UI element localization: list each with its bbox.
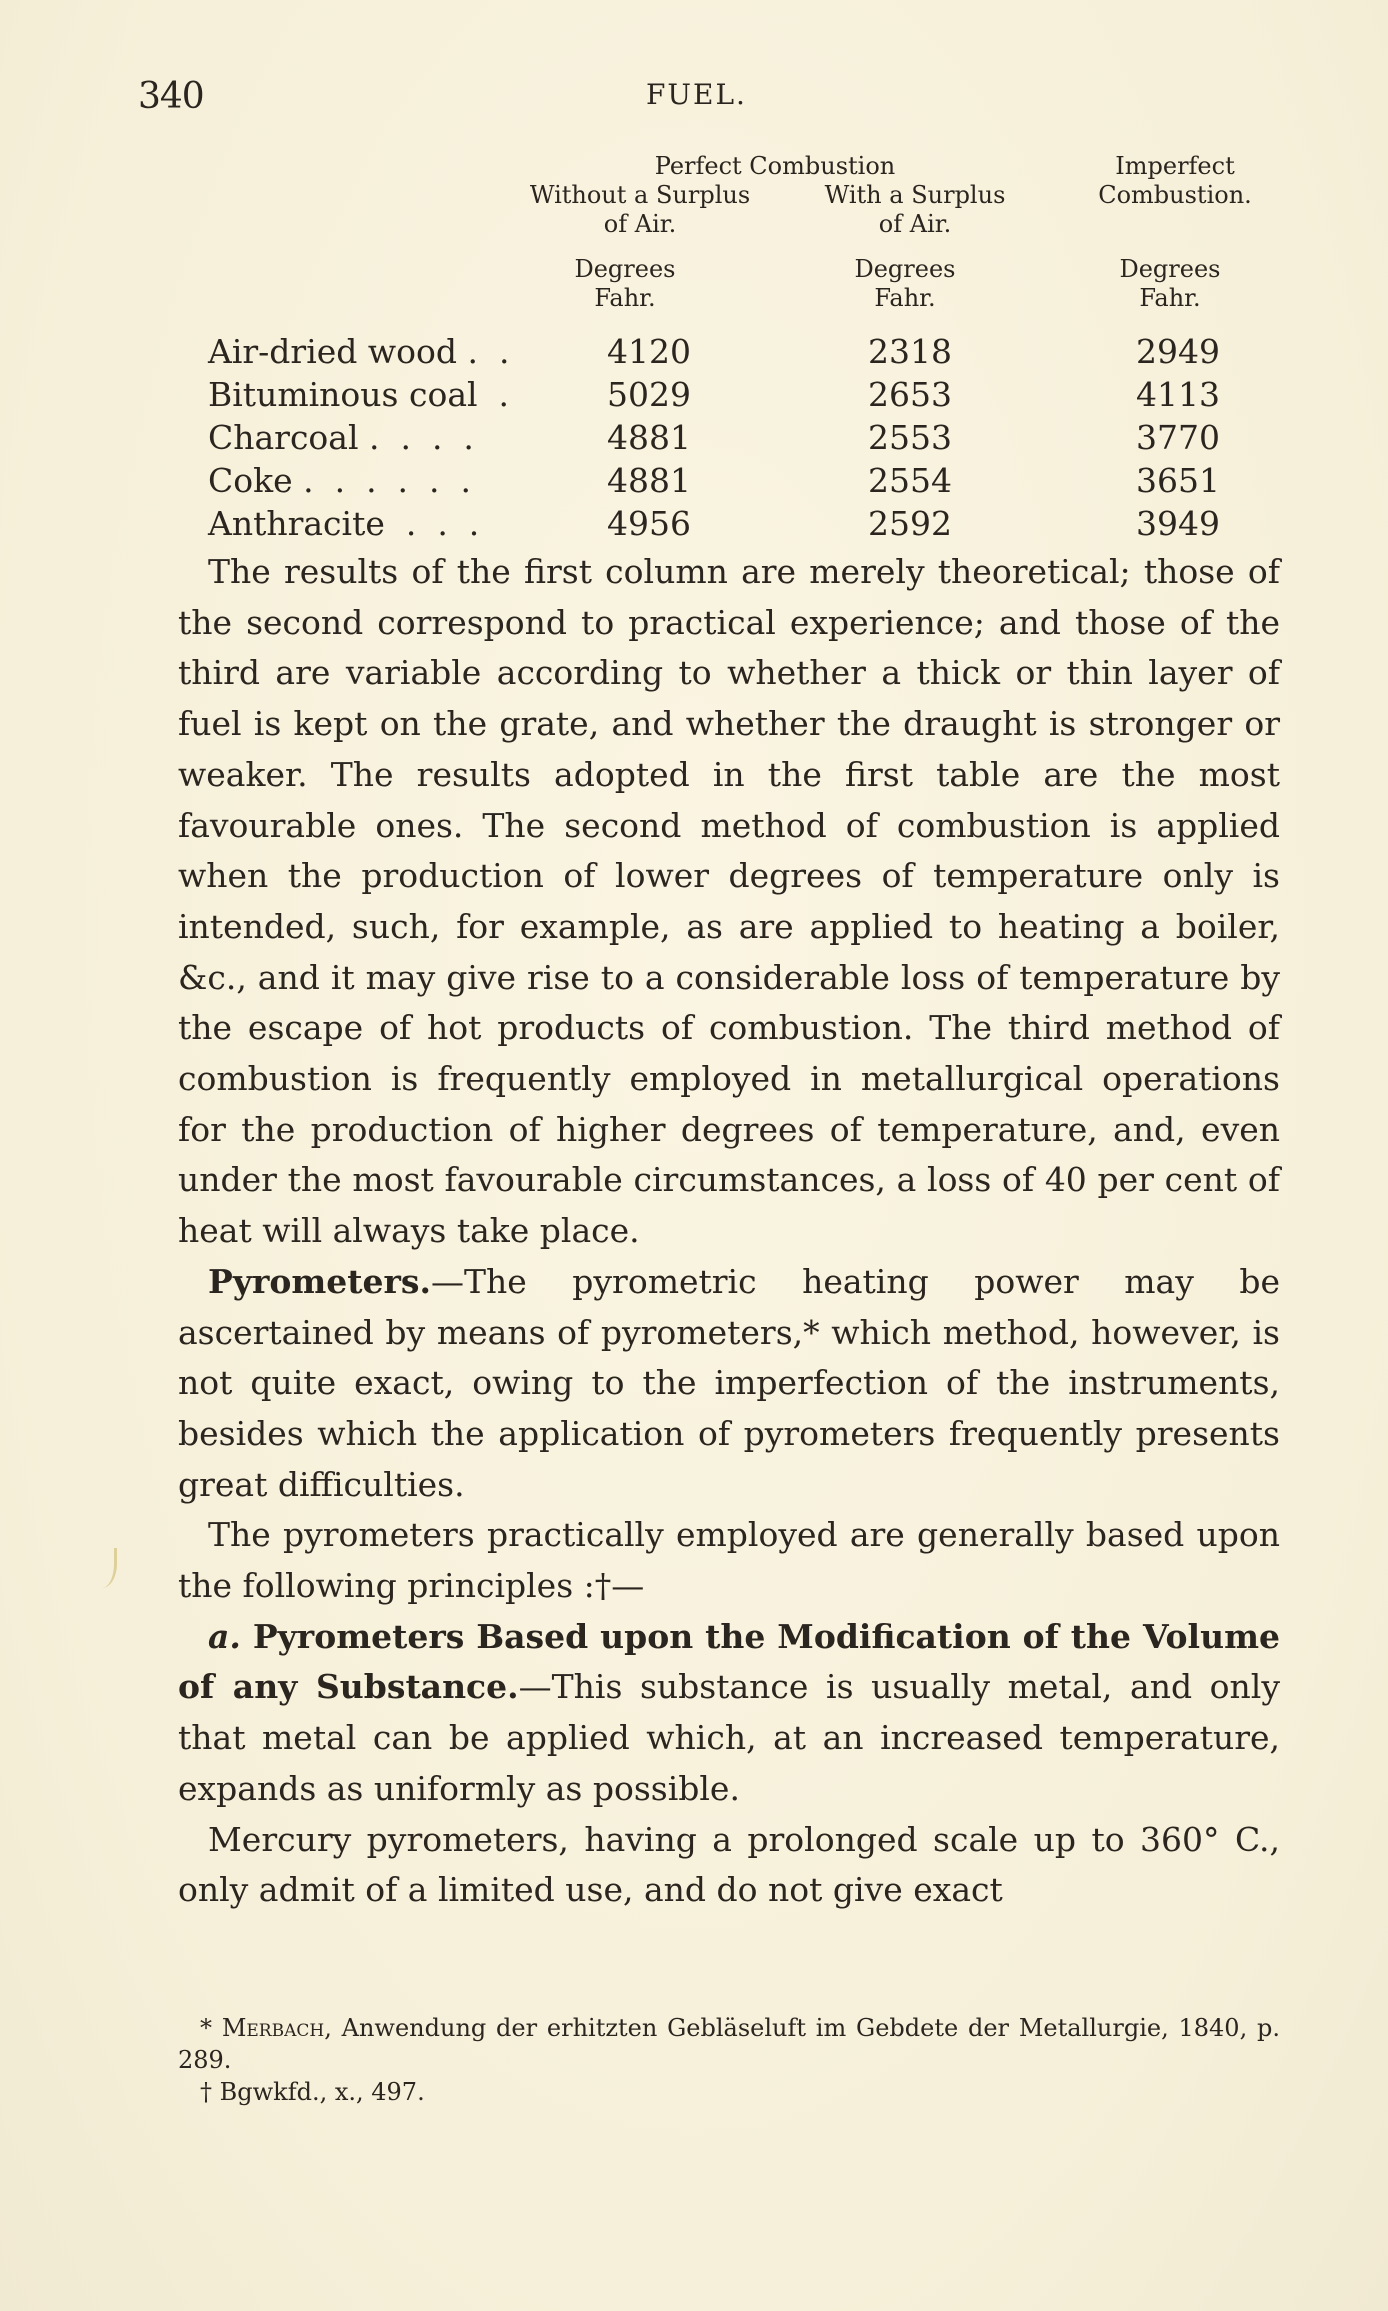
table-row bbox=[0, 459, 1388, 502]
cell-without-surplus: 4120 bbox=[607, 332, 691, 371]
row-label: Charcoal . . . . bbox=[208, 418, 474, 457]
body-text bbox=[178, 547, 1280, 1916]
table-row bbox=[0, 502, 1388, 545]
paragraph-mercury: Mercury pyrometers, having a prolonged scale up to 360° C., only admit of a limited use, and do not give exact bbox=[178, 1819, 1280, 1910]
table-body bbox=[0, 330, 1388, 545]
row-label: Coke . . . . . . bbox=[208, 461, 471, 500]
paragraph-pyrometers: Pyrometers.—The pyrometric heating power may be ascertained by means of pyrometers,* which method, however, is not quite exact, owing to the imperfection of the instruments, besides which the application of pyrometers frequently presents great difficulties. bbox=[178, 1261, 1280, 1504]
section-heading-pyrometers: Pyrometers. bbox=[208, 1261, 431, 1301]
cell-without-surplus: 4881 bbox=[607, 418, 691, 457]
cell-imperfect: 3770 bbox=[1136, 418, 1220, 457]
cell-with-surplus: 2318 bbox=[868, 332, 952, 371]
cell-imperfect: 4113 bbox=[1136, 375, 1220, 414]
table-row bbox=[0, 373, 1388, 416]
group-header-perfect-combustion: Perfect Combustion bbox=[654, 152, 896, 180]
table-row bbox=[0, 416, 1388, 459]
cell-with-surplus: 2653 bbox=[868, 375, 952, 414]
column-header-imperfect: Imperfect Combustion. bbox=[1098, 152, 1252, 209]
cell-without-surplus: 5029 bbox=[607, 375, 691, 414]
paragraph-volume-pyrometers: a. Pyrometers Based upon the Modification of the Volume of any Substance.—This substance is usually metal, and only that metal can be applied which, at an increased temperature, expands as uniformly as possible. bbox=[178, 1616, 1280, 1808]
footnote-1: * Merbach, Anwendung der erhitzten Gebläseluft im Gebdete der Metallurgie, 1840, p. 289. bbox=[178, 2014, 1280, 2074]
cell-imperfect: 3949 bbox=[1136, 504, 1220, 543]
footnote-author: Merbach bbox=[221, 2014, 325, 2042]
footnote-2: † Bgwkfd., x., 497. bbox=[200, 2078, 425, 2106]
row-label: Anthracite . . . bbox=[208, 504, 480, 543]
cell-without-surplus: 4956 bbox=[607, 504, 691, 543]
cell-with-surplus: 2553 bbox=[868, 418, 952, 457]
column-header-without-surplus: Without a Surplus of Air. bbox=[529, 181, 751, 238]
column-unit-1: Degrees Fahr. bbox=[574, 255, 676, 312]
running-title: FUEL. bbox=[646, 78, 747, 111]
paragraph-results: The results of the first column are merely theoretical; those of the second correspond to practical experience; and those of the third are variable according to whether a thick or thin layer of fuel is kept on the grate, and whether the draught is stronger or weaker. The results adopted in the first table are the most favourable ones. The second method of combustion is applied when the production of lower degrees of temperature only is intended, such, for example, as are applied to heating a boiler, &c., and it may give rise to a considerable loss of temperature by the escape of hot products of combustion. The third method of combustion is frequently employed in metallurgical operations for the production of higher degrees of temperature, and, even under the most favourable circumstances, a loss of 40 per cent of heat will always take place. bbox=[178, 552, 1280, 1251]
column-unit-2: Degrees Fahr. bbox=[854, 255, 956, 312]
cell-imperfect: 3651 bbox=[1136, 461, 1220, 500]
page-number: 340 bbox=[138, 76, 204, 117]
paragraph-principles: The pyrometers practically employed are generally based upon the following principles :†— bbox=[178, 1515, 1280, 1606]
footnotes bbox=[178, 2012, 1280, 2108]
column-header-with-surplus: With a Surplus of Air. bbox=[824, 181, 1006, 238]
row-label: Bituminous coal . bbox=[208, 375, 510, 414]
cell-with-surplus: 2592 bbox=[868, 504, 952, 543]
cell-without-surplus: 4881 bbox=[607, 461, 691, 500]
list-letter: a. bbox=[208, 1616, 241, 1656]
table-row bbox=[0, 330, 1388, 373]
stain-mark-icon bbox=[92, 1548, 117, 1588]
cell-imperfect: 2949 bbox=[1136, 332, 1220, 371]
running-head bbox=[138, 70, 1278, 120]
column-unit-3: Degrees Fahr. bbox=[1119, 255, 1221, 312]
row-label: Air-dried wood . . bbox=[208, 332, 510, 371]
subsection-heading: Pyrometers Based upon the Modification of the Volume of any Substance. bbox=[178, 1616, 1280, 1707]
cell-with-surplus: 2554 bbox=[868, 461, 952, 500]
